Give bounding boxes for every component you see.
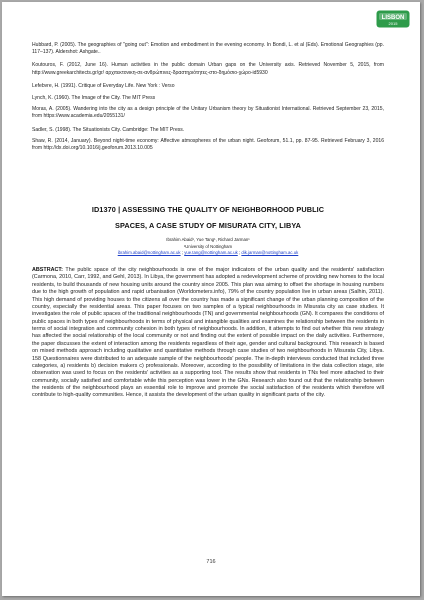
author-affiliation: ¹University of Nottingham [183,243,233,249]
author-names: Ibrahim Abaid¹, Yue Tang¹, Richard Jarman¹ [166,237,250,242]
email-separator: ; [237,250,242,256]
abstract [32,267,384,400]
author-emails [32,250,384,257]
page-number: 716 [206,559,216,565]
reference-item: Sadler, S. (1998). The Situationists City. Cambridge: The MIT Press. [32,126,185,133]
reference-item: Hubbard, P. (2005). The geographies of "going out": Emotion and embodiment in the evening economy. In Bondi, L. et al (Eds). Emotional Geographies (pp. 117–137). Aldershot: Ashgate.. [32,42,384,56]
reference-item: Lefebvre, H. (1991). Critique of Everyday Life. New York : Verso [32,82,175,89]
conference-logo [376,10,410,28]
paper-title [32,202,384,234]
paper-title-line: SPACES, A CASE STUDY OF MISURATA CITY, LIBYA [114,221,302,230]
abstract-text: The public space of the city neighbourhoods is one of the major indicators of the urban quality and the residents' satisfaction (Carmona, 2010, Carr, 1992, and Gehl, 2013). In Libya, the government has adopted a redevelopment scheme of providing new homes to the local residents, to build thousands of new housing units around the country since 2005. This plan was aiming to offset the shortage in housing numbers due to the high growth of population and rapid urbanisation (Worldometers.info), 79% of the country population live in urban areas (Salhin, 2011). This high demand of providing houses to the citizens all over the country has made a significant change of the urban planning composition of the country, especially the residential areas. This paper focuses on two samples of a typical neighbourhoods in Misurata city as case studies. It investigates the role of public spaces of the traditional neighbourhoods (TN) and governmental neighbourhoods (GN). It compares the conditions of public spaces in both types of neighbourhoods in terms of physical and intangible qualities and examines the relationship between the residents in terms of social integration and community cohesion in both types of neighbourhoods. In addition, it attempts to find out whether this new strategy has affected the social relationship of the local community or not and finding out the extent of possible impact on the daily activities. Furthermore, the paper discusses the extent of interaction among the residents regardless of their age, gender and cultural background. This research is based on mixed methods approach including qualitative and quantitative methods through case studies of two neighbourhoods in Misurata City, Libya. 158 Questionnaires were distributed to an adequate sample of the neighbourhoods' people. The in-depth interviews conducted that included three categories, a) residents b) decision makers c) professionals. Moreover, according to the possibility of limitations in the data collection stage, site observation was used to focus on the residents' activities as a supporting tool. The results show that residents in TNs feel more attached to their community, socially satisfied and comfortable while this perception was lower in the GNs. Research also found out that the relationship between the residents of the neighbourhood plays an essential role to improve and promote the social satisfaction of the residents which therefore will contribute to high-quality communities. Hence, it assists the development of the urban quality in significant parts of the city. [32,267,384,399]
email-separator: ; [180,250,185,256]
paper-title-line: ID1370 | ASSESSING THE QUALITY OF NEIGHBORHOOD PUBLIC [91,205,325,214]
reference-item: Lynch, K. (1960). The Image of the City. The MIT Press [32,94,156,101]
email-link[interactable]: yue.tang@nottingham.ac.uk [184,250,238,256]
email-link[interactable]: ibrahim.abaid@nottingham.ac.uk [117,250,181,256]
email-link[interactable]: dik.jarman@nottingham.ac.uk [241,250,299,256]
reference-item: Moras, A. (2005). Wandering into the city as a design principle of the Unitary Urbanism theory by Situationist International. Retrieved September 23, 2015, from https://www.academia.edu/2055131/ [32,106,384,120]
logo-text: LISBON [381,14,405,21]
logo-subtext: 2015 [388,21,398,26]
document-page [2,2,420,596]
reference-item: Shaw, R. (2014, January). Beyond night-time economy: Affective atmospheres of the urban night. Geoforum, 51.1, pp. 87-95. Retrieved February 3, 2016 from http://dx.doi.org/10.1016/j.geoforum.2013.10.005 [32,138,384,152]
author-block [32,237,384,257]
reference-list [32,42,384,159]
reference-item: Koutouros, F. (2012, June 16). Human activities in the public domain Urban gaps on the University axis. Retrieved November 5, 2015, from http://www.greekarchitects.gr/gr/ αρχιτεκτονικη-σε-ανθρώπινες-δραστηριότητες-στο-δημόσιο-χώρο-id5930 [32,62,384,76]
abstract-label: ABSTRACT: [32,267,63,273]
